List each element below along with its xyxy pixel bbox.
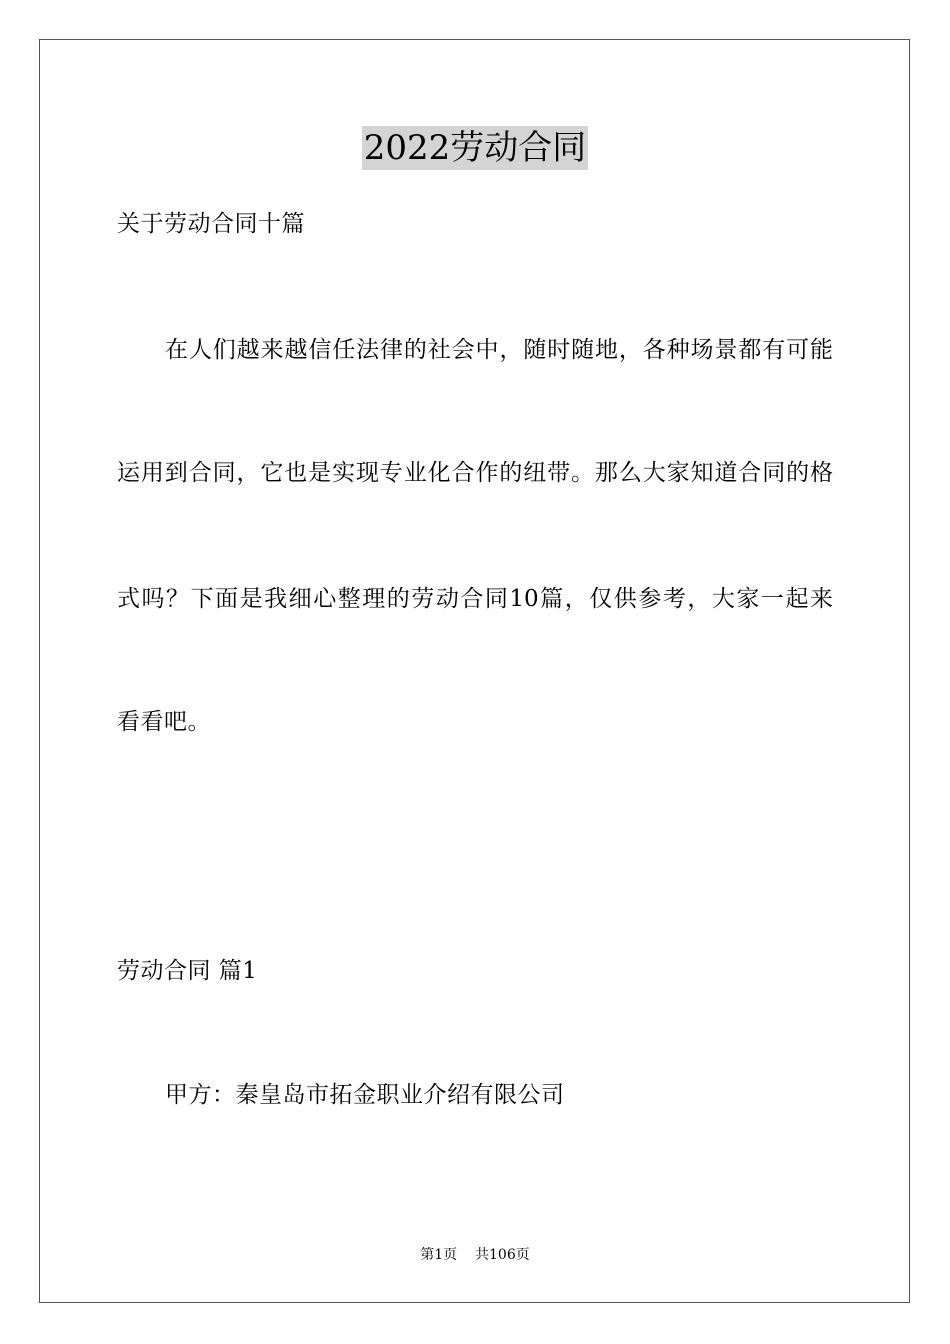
document-title: 2022劳动合同 <box>363 128 587 168</box>
document-subtitle: 关于劳动合同十篇 <box>117 211 305 237</box>
intro-line-3: 式吗？下面是我细心整理的劳动合同10篇，仅供参考，大家一起来 <box>117 586 833 612</box>
page-footer <box>0 1246 950 1264</box>
intro-line-2: 运用到合同，它也是实现专业化合作的纽带。那么大家知道合同的格 <box>117 460 833 486</box>
intro-line-4: 看看吧。 <box>117 709 211 735</box>
page-number: 第1页 <box>420 1247 458 1263</box>
page-total: 共106页 <box>475 1247 530 1263</box>
intro-line-1: 在人们越来越信任法律的社会中，随时随地，各种场景都有可能 <box>165 337 833 363</box>
section-heading: 劳动合同 篇1 <box>117 958 258 984</box>
title-container <box>0 126 950 170</box>
party-a-line: 甲方：秦皇岛市拓金职业介绍有限公司 <box>165 1082 565 1108</box>
